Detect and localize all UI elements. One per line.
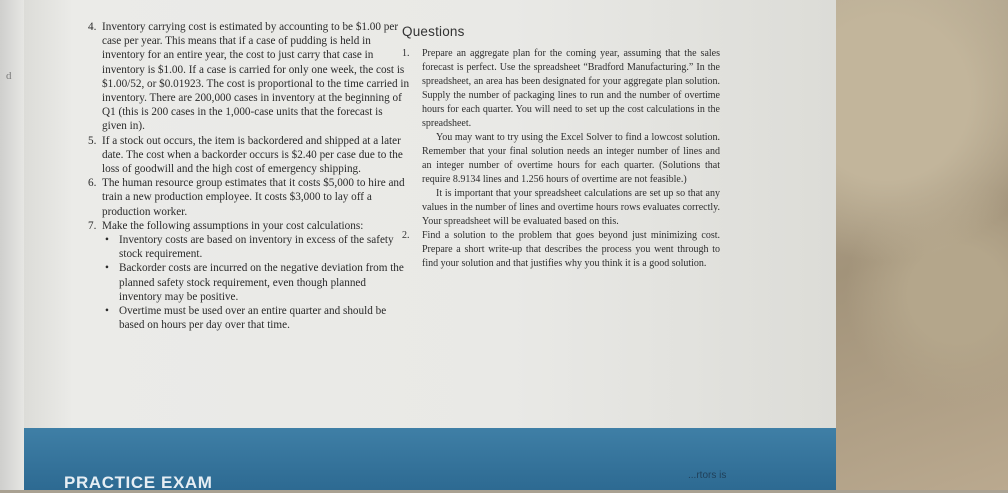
- question-1-paragraph-2: You may want to try using the Excel Solver to find a lowcost solution. Remember that your final solution needs an integer number of lines and an integer number of overtime hours for each quarter. (Solutions that require 8.9134 lines and 1.256 hours of overtime are not feasible.): [422, 132, 720, 185]
- bullet-icon: •: [105, 262, 109, 275]
- bullet-icon: •: [105, 234, 109, 247]
- questions-column: [402, 25, 720, 271]
- list-item: [88, 176, 410, 219]
- book-page: [24, 0, 836, 490]
- bullet-item: [102, 233, 410, 261]
- bullet-item: [102, 304, 410, 332]
- adjacent-page-mark: d: [6, 70, 12, 82]
- question-number: 2.: [402, 230, 410, 241]
- item-text: The human resource group estimates that it costs $5,000 to hire and train a new production employee. It costs $3,000 to lay off a production worker.: [102, 177, 405, 218]
- bullet-item: [102, 261, 410, 304]
- adjacent-page-edge: [0, 0, 24, 490]
- item-text: If a stock out occurs, the item is backordered and shipped at a later date. The cost when a backorder occurs is $2.40 per case due to the loss of goodwill and the high cost of emergency shipping.: [102, 134, 403, 176]
- question-1-paragraph-3: It is important that your spreadsheet calculations are set up so that any values in the number of lines and overtime hours rows evaluates correctly. Your spreadsheet will be evaluated based on this.: [422, 188, 720, 227]
- item-text: Make the following assumptions in your cost calculations:: [102, 219, 364, 232]
- section-title: PRACTICE EXAM: [64, 473, 213, 492]
- list-item: [88, 20, 410, 134]
- bullet-text: Inventory costs are based on inventory in excess of the safety stock requirement.: [119, 234, 394, 261]
- item-text: Inventory carrying cost is estimated by accounting to be $1.00 per case per year. This means that if a case of pudding is held in inventory for an entire year, the cost to just carry that case in inventory is $1.00. If a case is carried for only one week, the cost is $1.00/52, or $0.01923. The cost is proportional to the time carried in inventory. There are 200,000 cases in inventory at the beginning of Q1 (this is 200 cases in the 1,000-case units that the forecast is given in).: [102, 21, 410, 133]
- item-number: 7.: [88, 219, 97, 232]
- bullet-text: Overtime must be used over an entire quarter and should be based on hours per day over that time.: [119, 305, 387, 332]
- item-number: 6.: [88, 177, 97, 190]
- questions-heading: Questions: [402, 24, 465, 39]
- question-number: 1.: [402, 48, 410, 59]
- list-item: [88, 134, 410, 177]
- assumptions-column: [88, 20, 410, 332]
- table-surface: [836, 0, 1008, 490]
- item-number: 4.: [88, 21, 97, 33]
- bullet-text: Backorder costs are incurred on the negative deviation from the planned safety stock requirement, even though planned inventory may be positive.: [119, 262, 404, 303]
- bullet-icon: •: [105, 305, 109, 318]
- list-item: [88, 219, 410, 233]
- question-2-text: Find a solution to the problem that goes beyond just minimizing cost. Prepare a short write-up that describes the process you went through to find your solution and that justifies why you think it is a good solution.: [422, 230, 720, 269]
- item-number: 5.: [88, 134, 97, 147]
- question-2: [402, 229, 720, 271]
- cut-off-text: ...rtors is: [688, 470, 727, 481]
- question-1: [402, 47, 720, 229]
- question-1-paragraph-1: Prepare an aggregate plan for the coming year, assuming that the sales forecast is perfect. Use the spreadsheet “Bradford Manufacturing.” In the spreadsheet, an area has been designated for your aggregate plan solution. Supply the number of packaging lines to run and the number of overtime hours for each quarter. You will need to set up the cost calculations in the spreadsheet.: [422, 48, 720, 129]
